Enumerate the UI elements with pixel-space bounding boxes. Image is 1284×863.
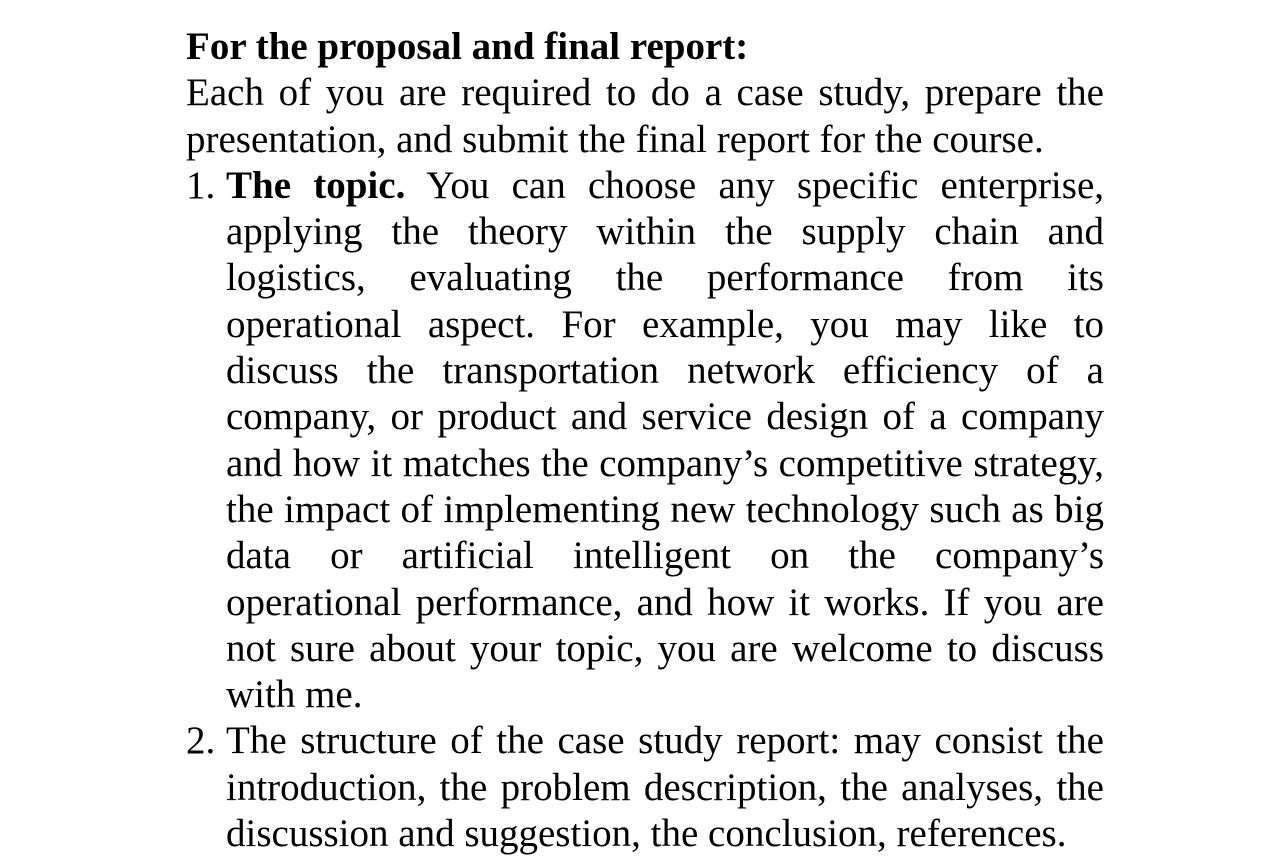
- list-item-topic: [186, 163, 1104, 719]
- requirements-list: [186, 163, 1104, 857]
- intro-paragraph: Each of you are required to do a case study, prepare the presentation, and submit the final report for the course.: [186, 71, 1104, 161]
- topic-text: You can choose any specific enterprise, applying the theory within the supply chain and logistics, evaluating the performance from its operational aspect. For example, you may like to discuss the transportation network efficiency of a company, or product and service design of a company and how it matches the company’s competitive strategy, the impact of implementing new technology such as big data or artificial intelligent on the company’s operational performance, and how it works. If you are not sure about your topic, you are welcome to discuss with me.: [226, 163, 1105, 717]
- document-page: [186, 24, 1104, 857]
- topic-label: The topic.: [226, 163, 406, 207]
- list-item-structure: [186, 718, 1104, 857]
- list-item-number: 1.: [186, 163, 216, 207]
- list-item-number: 2.: [186, 719, 216, 763]
- structure-text: The structure of the case study report: may consist the introduction, the problem description, the analyses, the discussion and suggestion, the conclusion, references.: [226, 719, 1104, 856]
- section-heading: For the proposal and final report:: [186, 25, 749, 68]
